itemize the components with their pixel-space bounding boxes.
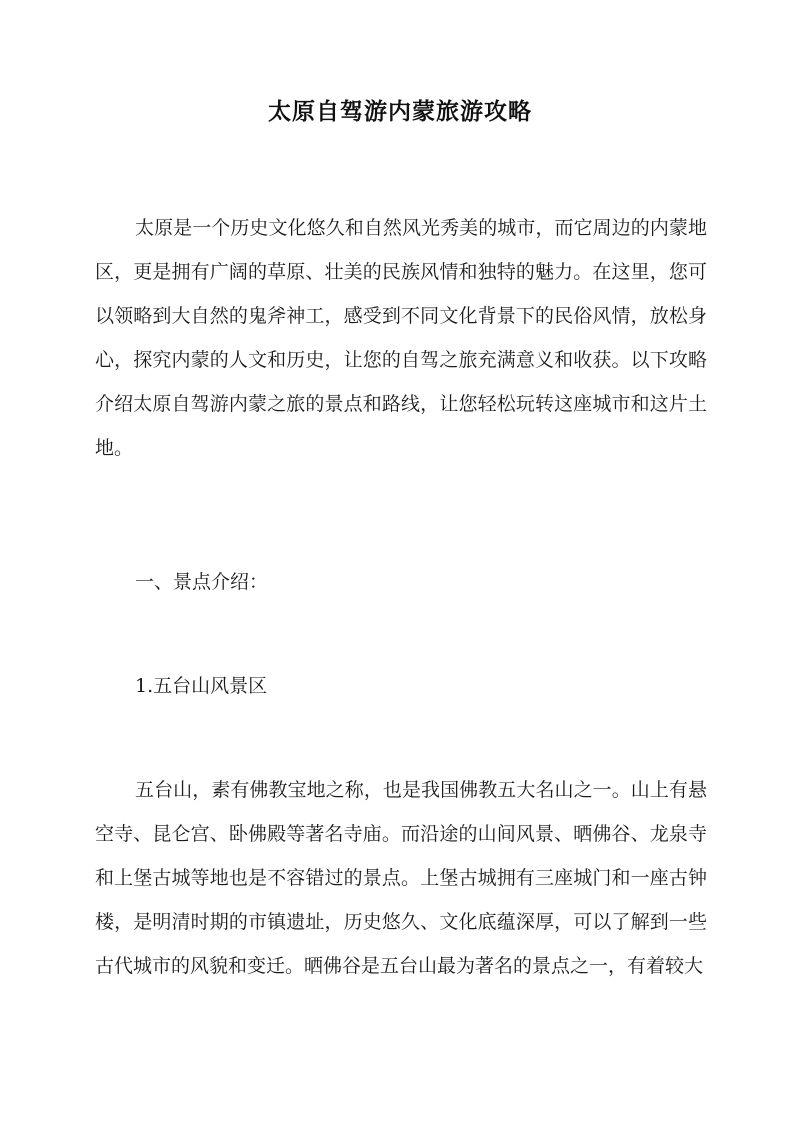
page-title: 太原自驾游内蒙旅游攻略 [268, 98, 532, 125]
intro-paragraph: 太原是一个历史文化悠久和自然风光秀美的城市，而它周边的内蒙地区，更是拥有广阔的草原、壮美的民族风情和独特的魅力。在这里，您可以领略到大自然的鬼斧神工，感受到不同文化背景下的民俗风情，放松身心，探究内蒙的人文和历史，让您的自驾之旅充满意义和收获。以下攻略介绍太原自驾游内蒙之旅的景点和路线，让您轻松玩转这座城市和这片土地。 [95, 217, 707, 459]
section-heading: 一、景点介绍： [135, 571, 269, 593]
item-heading: 1.五台山风景区 [135, 675, 268, 697]
wutai-paragraph: 五台山，素有佛教宝地之称，也是我国佛教五大名山之一。山上有悬空寺、昆仑宫、卧佛殿等著名寺庙。而沿途的山间风景、晒佛谷、龙泉寺和上堡古城等地也是不容错过的景点。上堡古城拥有三座城门和一座古钟楼，是明清时期的市镇遗址，历史悠久、文化底蕴深厚，可以了解到一些古代城市的风貌和变迁。晒佛谷是五台山最为著名的景点之一，有着较大 [95, 779, 707, 977]
